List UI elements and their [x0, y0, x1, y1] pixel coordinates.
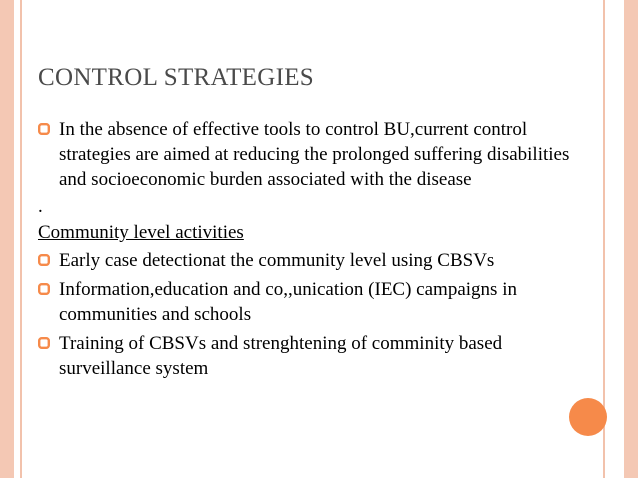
list-item — [38, 248, 578, 273]
decorative-circle — [569, 398, 607, 436]
bullet-text: Early case detectionat the community level using CBSVs — [59, 250, 495, 271]
bullet-text: In the absence of effective tools to control BU,current control strategies are aimed at reducing the prolonged suffering disabilities and socioeconomic burden associated with the disease — [59, 119, 570, 190]
slide-title: CONTROL STRATEGIES — [38, 64, 315, 91]
slide-content — [38, 117, 578, 381]
list-item — [38, 117, 578, 192]
right-border-gap — [605, 0, 624, 478]
list-item — [38, 331, 578, 381]
list-item — [38, 277, 578, 327]
left-border-band — [0, 0, 14, 478]
bullet-text: Training of CBSVs and strenghtening of comminity based surveillance system — [59, 333, 503, 379]
bullet-text: Information,education and co,,unication (IEC) campaigns in communities and schools — [59, 279, 517, 325]
left-border-line — [20, 0, 22, 478]
hollow-square-bullet-icon — [38, 254, 50, 266]
hollow-square-bullet-icon — [38, 283, 50, 295]
hollow-square-bullet-icon — [38, 337, 50, 349]
dot-line: . — [38, 196, 43, 217]
right-border-band — [624, 0, 638, 478]
section-heading: Community level activities — [38, 222, 244, 243]
hollow-square-bullet-icon — [38, 123, 50, 135]
